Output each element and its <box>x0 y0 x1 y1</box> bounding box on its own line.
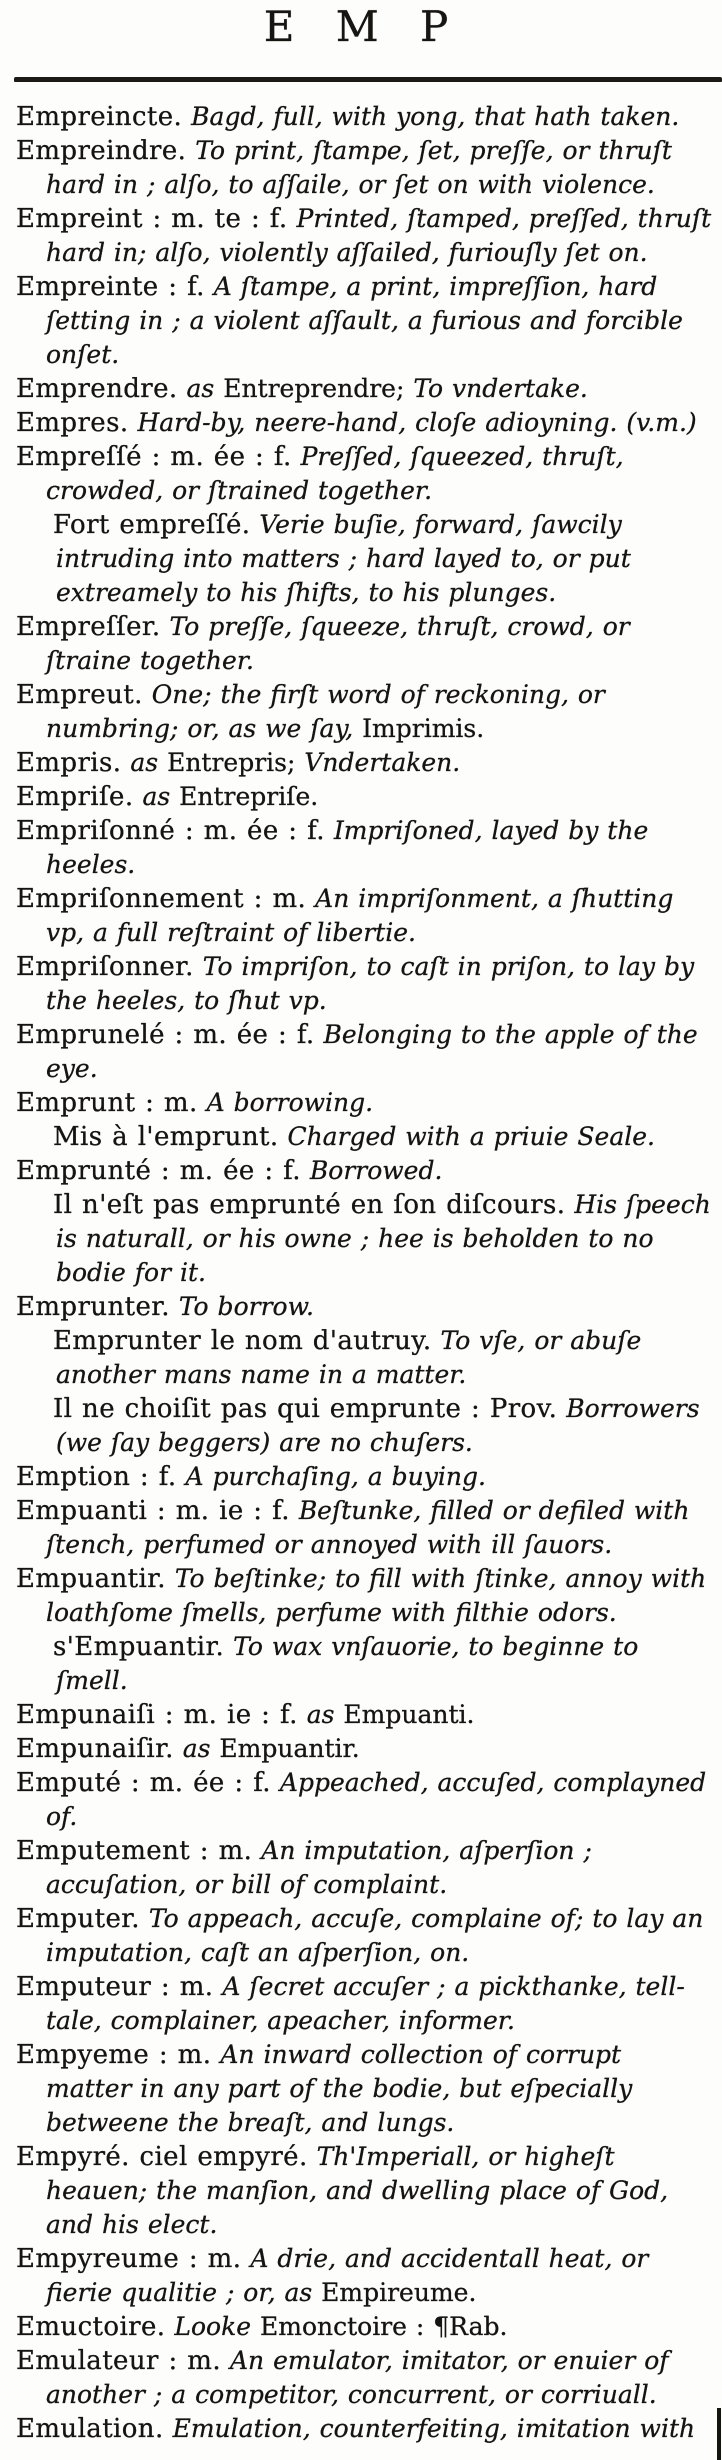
definition-segment: One; the firſt word of reckoning, or numbring; or, as we ſay, <box>46 680 605 743</box>
dictionary-subentry <box>16 1188 712 1290</box>
dictionary-entry <box>16 2310 712 2344</box>
dictionary-subentry <box>16 508 712 610</box>
definition-segment: Hard-by, neere-hand, cloſe adioyning. (v.m.) <box>137 408 697 437</box>
definition-segment: Emulation, counterfeiting, imitation with <box>172 2414 696 2443</box>
page-header-letters: E M P <box>263 2 459 51</box>
definition-segment: Printed, ſtamped, preſſed, thruſt hard in; alſo, violently aſſailed, furiouſly ſet on. <box>46 204 712 267</box>
headword: Emputeur : m. <box>16 1972 214 2002</box>
definition-segment: Emonctoire : ¶Rab. <box>260 2312 508 2341</box>
definition-segment: Borrowed. <box>309 1156 443 1185</box>
dictionary-entry <box>16 202 712 270</box>
definition-segment: Borrowers (we ſay beggers) are no chuſers. <box>56 1394 700 1457</box>
dictionary-entry <box>16 1698 712 1732</box>
definition-segment: To vndertake. <box>413 374 588 403</box>
definition-segment: To impriſon, to caſt in priſon, to lay by the heeles, to ſhut vp. <box>46 952 695 1015</box>
dictionary-entry <box>16 882 712 950</box>
definition-segment: A drie, and accidentall heat, or fierie qualitie ; or, as <box>46 2244 649 2307</box>
dictionary-entry <box>16 746 712 780</box>
definition-segment: To wax vnſauorie, to beginne to ſmell. <box>56 1632 639 1695</box>
definition-segment: To preſſe, ſqueeze, thruſt, crowd, or ſtraine together. <box>46 612 630 675</box>
headword: Fort empreſſé. <box>53 510 251 540</box>
headword: Empris. <box>16 748 122 778</box>
dictionary-entry <box>16 1460 712 1494</box>
definition-segment: Appeached, accuſed, complayned of. <box>46 1768 707 1831</box>
dictionary-entry <box>16 100 712 134</box>
definition-segment: Entrepriſe. <box>179 782 319 811</box>
definition-segment: Empuantir. <box>219 1734 360 1763</box>
dictionary-entry <box>16 2140 712 2242</box>
definition-segment: Entrepris; <box>167 748 305 777</box>
headword: Emputer. <box>16 1904 140 1934</box>
headword: Emputé : m. ée : f. <box>16 1768 271 1798</box>
definition-segment: To beſtinke; to fill with ſtinke, annoy with loathſome ſmells, perfume with filthie odors. <box>46 1564 707 1627</box>
dictionary-subentry <box>16 1630 712 1698</box>
headword: Empriſonner. <box>16 952 194 982</box>
dictionary-entry <box>16 950 712 1018</box>
headword: Il ne choiſit pas qui emprunte : Prov. <box>53 1394 558 1424</box>
dictionary-entry <box>16 1732 712 1766</box>
headword: Empyreume : m. <box>16 2244 242 2274</box>
dictionary-entry <box>16 1834 712 1902</box>
headword: Emprunté : m. ée : f. <box>16 1156 301 1186</box>
dictionary-entry <box>16 2344 712 2412</box>
headword: Emprunter. <box>16 1292 170 1322</box>
dictionary-entry <box>16 610 712 678</box>
definition-segment: Belonging to the apple of the eye. <box>46 1020 698 1083</box>
dictionary-entry <box>16 1562 712 1630</box>
definition-segment: as <box>186 374 224 403</box>
headword: Empuantir. <box>16 1564 166 1594</box>
definition-segment: To borrow. <box>178 1292 314 1321</box>
headword: Empriſonné : m. ée : f. <box>16 816 325 846</box>
headword: Emprunelé : m. ée : f. <box>16 1020 315 1050</box>
dictionary-entry <box>16 2038 712 2140</box>
headword: Emption : f. <box>16 1462 177 1492</box>
headword: Empuanti : m. ie : f. <box>16 1496 290 1526</box>
definition-segment: To print, ſtampe, ſet, preſſe, or thruſt hard in ; alſo, to aſſaile, or ſet on with violence. <box>46 136 672 199</box>
definition-segment: Th'Imperiall, or higheſt heauen; the manſion, and dwelling place of God, and his elect. <box>46 2142 669 2239</box>
definition-segment: An imputation, aſperſion ; accuſation, or bill of complaint. <box>46 1836 592 1899</box>
dictionary-entry <box>16 270 712 372</box>
headword: Mis à l'emprunt. <box>53 1122 279 1152</box>
dictionary-entry <box>16 440 712 508</box>
dictionary-entry <box>16 1018 712 1086</box>
headword: Empyré. ciel empyré. <box>16 2142 308 2172</box>
dictionary-entry <box>16 1766 712 1834</box>
definition-segment: Verie buſie, forward, ſawcily intruding into matters ; hard layed to, or put extreamely to his ſhifts, to his plunges. <box>56 510 631 607</box>
column-rule-fragment <box>717 2408 721 2460</box>
definition-segment: Preſſed, ſqueezed, thruſt, crowded, or ſtrained together. <box>46 442 624 505</box>
headword: Empreut. <box>16 680 143 710</box>
dictionary-entry <box>16 2242 712 2310</box>
definition-segment: A ſecret accuſer ; a pickthanke, tell-tale, complainer, apeacher, informer. <box>46 1972 685 2035</box>
definition-segment: To vſe, or abuſe another mans name in a matter. <box>56 1326 642 1389</box>
headword: Il n'eſt pas emprunté en ſon diſcours. <box>53 1190 566 1220</box>
headword: Empreſſer. <box>16 612 161 642</box>
headword: Empunaiſi : m. ie : f. <box>16 1700 298 1730</box>
dictionary-entry <box>16 1290 712 1324</box>
definition-segment: Imprimis. <box>362 714 485 743</box>
dictionary-subentry <box>16 1324 712 1392</box>
definition-segment: Empuanti. <box>343 1700 475 1729</box>
definition-segment: An inward collection of corrupt matter in any part of the bodie, but eſpecially betweene the breaſt, and lungs. <box>46 2040 633 2137</box>
definition-segment: A borrowing. <box>206 1088 374 1117</box>
headword: Empres. <box>16 408 129 438</box>
headword: Emuctoire. <box>16 2312 166 2342</box>
dictionary-entry <box>16 1902 712 1970</box>
headword: Empreincte. <box>16 102 183 132</box>
headword: Empriſe. <box>16 782 134 812</box>
headword: Empriſonnement : m. <box>16 884 307 914</box>
headword: Emprunter le nom d'autruy. <box>53 1326 432 1356</box>
dictionary-entry <box>16 780 712 814</box>
definition-segment: Impriſoned, layed by the heeles. <box>46 816 649 879</box>
entries-column <box>16 100 712 2446</box>
dictionary-entry <box>16 678 712 746</box>
headword: Empreſſé : m. ée : f. <box>16 442 292 472</box>
dictionary-entry <box>16 134 712 202</box>
definition-segment: Looke <box>174 2312 260 2341</box>
dictionary-entry <box>16 1086 712 1120</box>
headword: Emputement : m. <box>16 1836 253 1866</box>
headword: Empreindre. <box>16 136 187 166</box>
definition-segment: as <box>130 748 168 777</box>
headword: Emprunt : m. <box>16 1088 198 1118</box>
definition-segment: as <box>306 1700 344 1729</box>
definition-segment: Beſtunke, filled or defiled with ſtench, perfumed or annoyed with ill ſauors. <box>46 1496 690 1559</box>
definition-segment: Vndertaken. <box>304 748 461 777</box>
dictionary-subentry <box>16 1392 712 1460</box>
definition-segment: To appeach, accuſe, complaine of; to lay an imputation, caſt an aſperſion, on. <box>46 1904 704 1967</box>
definition-segment: as <box>142 782 180 811</box>
definition-segment: Empireume. <box>321 2278 477 2307</box>
dictionary-entry <box>16 406 712 440</box>
headword: Emprendre. <box>16 374 178 404</box>
headword: Empyeme : m. <box>16 2040 212 2070</box>
headword: Emulateur : m. <box>16 2346 222 2376</box>
definition-segment: An emulator, imitator, or enuier of another ; a competitor, concurrent, or corriuall. <box>46 2346 669 2409</box>
definition-segment: as <box>182 1734 220 1763</box>
definition-segment: A ſtampe, a print, impreſſion, hard ſetting in ; a violent aſſault, a furious and forcible onſet. <box>46 272 683 369</box>
headword: Empreint : m. te : f. <box>16 204 288 234</box>
dictionary-entry <box>16 1494 712 1562</box>
definition-segment: A purchaſing, a buying. <box>185 1462 486 1491</box>
dictionary-entry <box>16 1154 712 1188</box>
dictionary-subentry <box>16 1120 712 1154</box>
definition-segment: Bagd, full, with yong, that hath taken. <box>191 102 680 131</box>
definition-segment: An impriſonment, a ſhutting vp, a full reſtraint of libertie. <box>46 884 674 947</box>
dictionary-entry <box>16 1970 712 2038</box>
header-rule <box>14 77 722 82</box>
definition-segment: Charged with a priuie Seale. <box>287 1122 655 1151</box>
headword: s'Empuantir. <box>53 1632 225 1662</box>
definition-segment: Entreprendre; <box>223 374 414 403</box>
dictionary-entry <box>16 2412 712 2446</box>
definition-segment: His ſpeech is naturall, or his owne ; hee is beholden to no bodie for it. <box>56 1190 711 1287</box>
headword: Empunaiſir. <box>16 1734 174 1764</box>
dictionary-entry <box>16 372 712 406</box>
headword: Empreinte : f. <box>16 272 205 302</box>
dictionary-entry <box>16 814 712 882</box>
headword: Emulation. <box>16 2414 164 2444</box>
